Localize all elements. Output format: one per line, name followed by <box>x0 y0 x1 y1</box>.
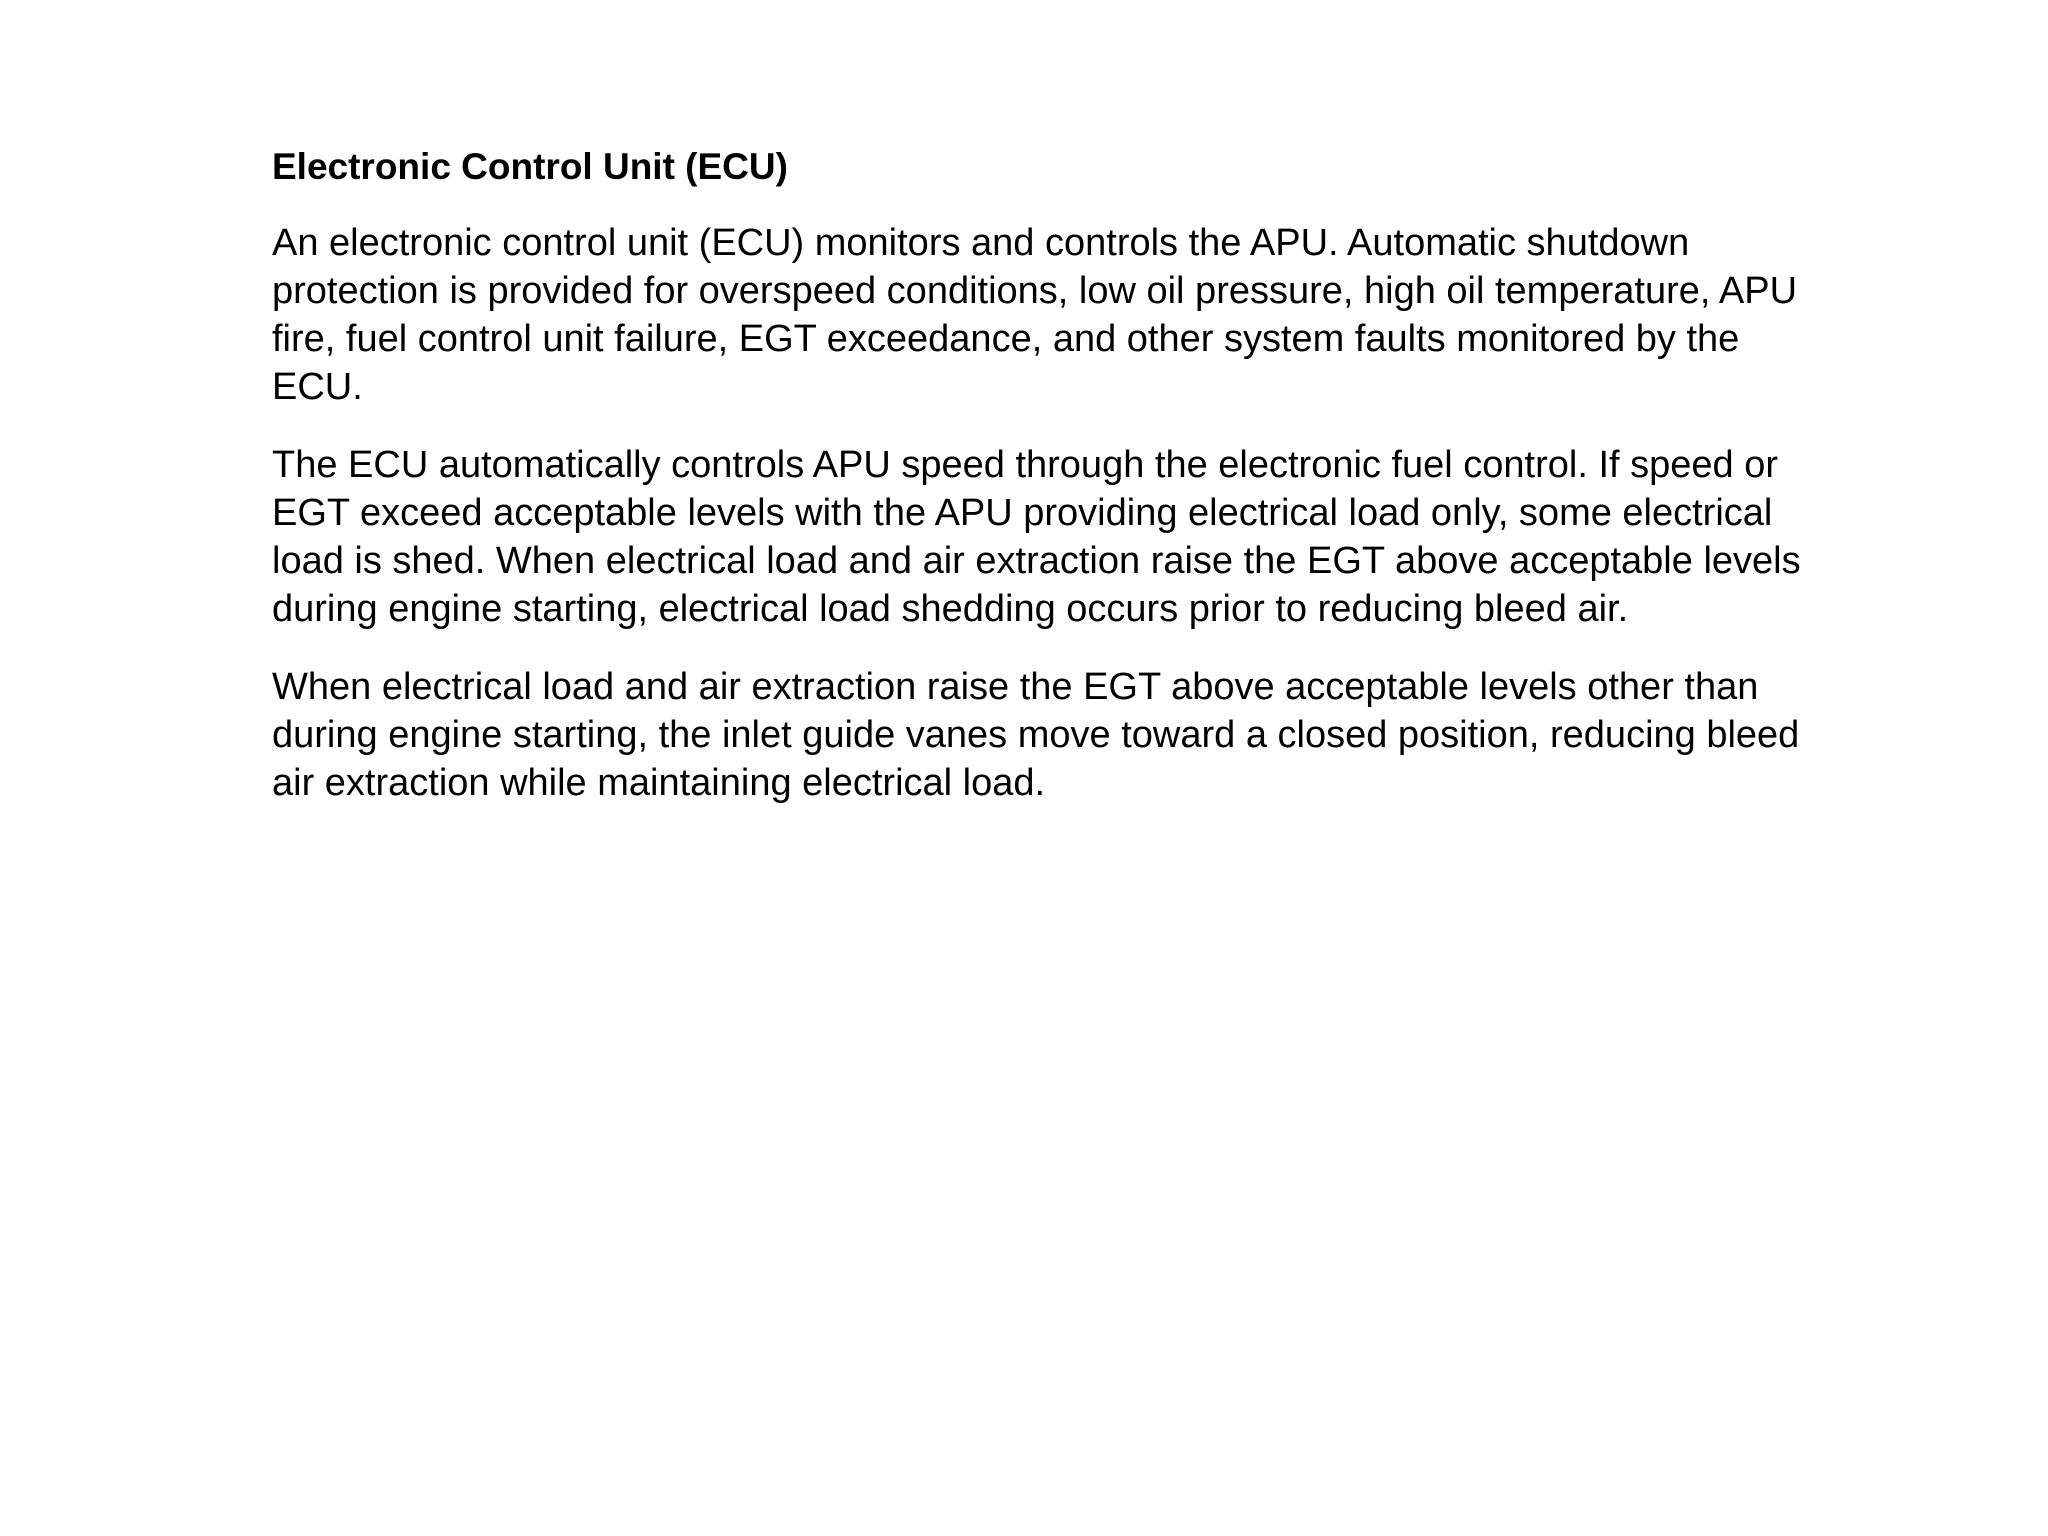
section-heading: Electronic Control Unit (ECU) <box>272 146 788 187</box>
ecu-overview-paragraph: An electronic control unit (ECU) monitors and controls the APU. Automatic shutdown protection is provided for overspeed conditions, low oil pressure, high oil temperature, APU fire, fuel control unit failure, EGT exceedance, and other system faults monitored by the ECU. <box>272 222 1798 408</box>
apu-speed-control-paragraph: The ECU automatically controls APU speed through the electronic fuel control. If speed or EGT exceed acceptable levels with the APU providing electrical load only, some electrical load is shed. When electrical load and air extraction raise the EGT above acceptable levels during engine starting, electrical load shedding occurs prior to reducing bleed air. <box>272 444 1801 630</box>
document-page <box>272 145 1832 837</box>
bleed-air-reduction-paragraph: When electrical load and air extraction raise the EGT above acceptable levels other than during engine starting, the inlet guide vanes move toward a closed position, reducing bleed air extraction while maintaining electrical load. <box>272 666 1800 804</box>
